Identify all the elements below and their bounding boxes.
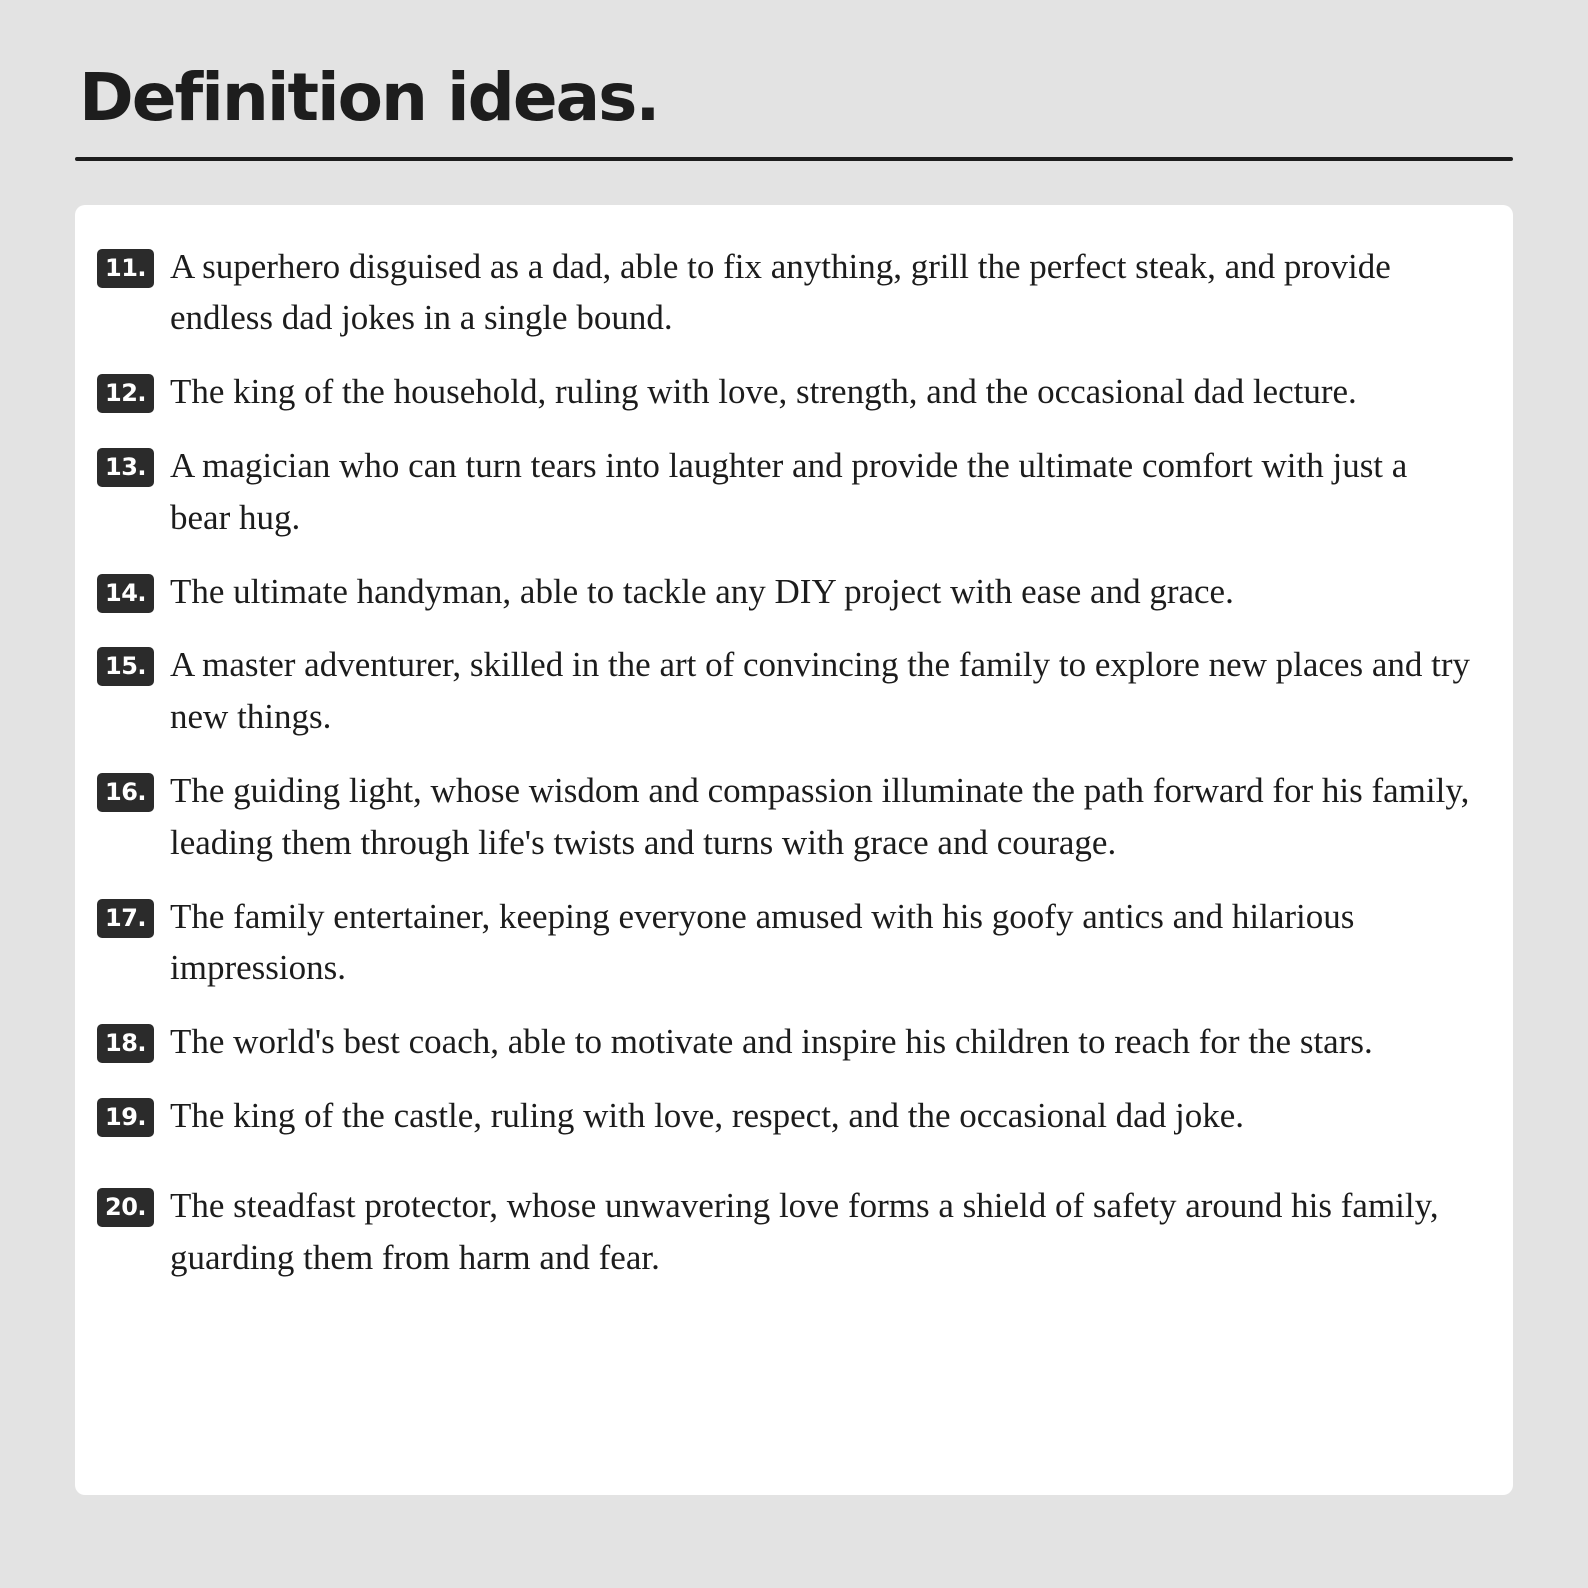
item-text: The king of the household, ruling with love, strength, and the occasional dad lecture. (170, 372, 1357, 412)
page-title: Definition ideas. (79, 59, 659, 136)
item-text: The guiding light, whose wisdom and compassion illuminate the path forward for his family, leading them through life's twists and turns with grace and courage. (170, 770, 1470, 862)
item-number-badge: 13. (97, 448, 154, 487)
list-item (97, 440, 1473, 544)
item-text: The steadfast protector, whose unwavering love forms a shield of safety around his family, guarding them from harm and fear. (170, 1185, 1439, 1277)
item-number-badge: 16. (97, 773, 154, 812)
item-text: The family entertainer, keeping everyone amused with his goofy antics and hilarious impressions. (170, 896, 1355, 988)
item-number-badge: 14. (97, 574, 154, 613)
list-item (97, 566, 1473, 618)
item-text: The king of the castle, ruling with love, respect, and the occasional dad joke. (170, 1095, 1244, 1135)
list-item (97, 765, 1473, 869)
item-number-badge: 11. (97, 249, 154, 288)
list-item (97, 1090, 1473, 1142)
definitions-list (97, 241, 1473, 1284)
definitions-card (75, 205, 1513, 1495)
item-number-badge: 19. (97, 1098, 154, 1137)
title-divider (75, 157, 1513, 161)
item-text: A magician who can turn tears into laughter and provide the ultimate comfort with just a bear hug. (170, 445, 1408, 537)
item-number-badge: 12. (97, 374, 154, 413)
item-text: A master adventurer, skilled in the art of convincing the family to explore new places and try new things. (170, 645, 1471, 737)
list-item (97, 241, 1473, 345)
list-item (97, 639, 1473, 743)
item-number-badge: 20. (97, 1188, 154, 1227)
item-text: The ultimate handyman, able to tackle any DIY project with ease and grace. (170, 571, 1234, 611)
item-text: The world's best coach, able to motivate and inspire his children to reach for the stars. (170, 1022, 1373, 1062)
item-number-badge: 18. (97, 1024, 154, 1063)
list-item (97, 1016, 1473, 1068)
list-item (97, 366, 1473, 418)
list-item (97, 1180, 1473, 1284)
item-number-badge: 17. (97, 899, 154, 938)
item-number-badge: 15. (97, 647, 154, 686)
item-text: A superhero disguised as a dad, able to fix anything, grill the perfect steak, and provide endless dad jokes in a single bound. (170, 246, 1391, 338)
list-item (97, 891, 1473, 995)
